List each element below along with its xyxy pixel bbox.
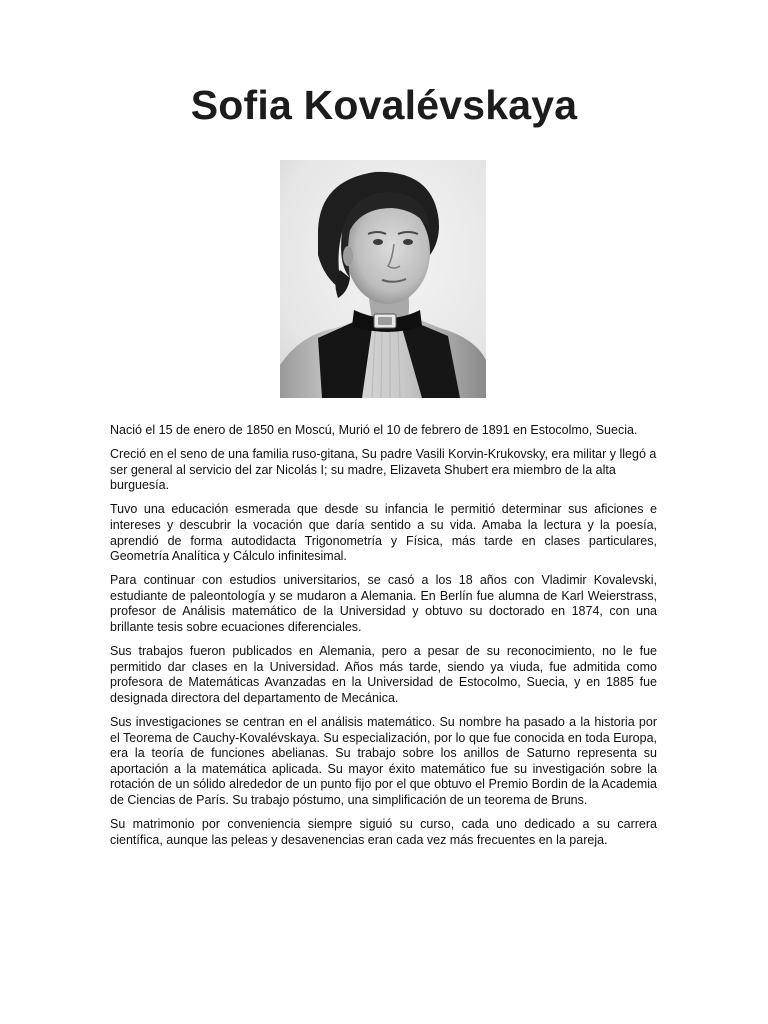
- paragraph-research: Sus investigaciones se centran en el análisis matemático. Su nombre ha pasado a la historia por el Teorema de Cauchy-Kovalévskaya. Su especialización, por lo que fue conocida en toda Europa, era la teoría de funciones abelianas. Su trabajo sobre los anillos de Saturno representa su aportación a la matemática aplicada. Su mayor éxito matemático fue su investigación sobre la rotación de un sólido alrededor de un punto fijo por el que obtuvo el Premio Bordin de la Academia de Ciencias de París. Su trabajo póstumo, una simplificación de un teorema de Bruns.: [110, 715, 657, 807]
- paragraph-marriage: Su matrimonio por conveniencia siempre siguió su curso, cada uno dedicado a su carrera científica, aunque las peleas y desavenencias eran cada vez más frecuentes en la pareja.: [110, 817, 657, 847]
- biography-text: [110, 423, 657, 857]
- paragraph-education: Tuvo una educación esmerada que desde su infancia le permitió determinar sus aficiones e intereses y descubrir la vocación que daría sentido a su vida. Amaba la lectura y la poesía, aprendió de forma autodidacta Trigonometría y Física, más tarde en clases particulares, Geometría Analítica y Cálculo infinitesimal.: [110, 502, 657, 564]
- paragraph-university: Para continuar con estudios universitarios, se casó a los 18 años con Vladimir Kovalevski, estudiante de paleontología y se mudaron a Alemania. En Berlín fue alumna de Karl Weierstrass, profesor de Análisis matemático de la Universidad y obtuvo su doctorado en 1874, con una brillante tesis sobre ecuaciones diferenciales.: [110, 573, 657, 635]
- paragraph-family: Creció en el seno de una familia ruso-gitana, Su padre Vasili Korvin-Krukovsky, era militar y llegó a ser general al servicio del zar Nicolás I; su madre, Elizaveta Shubert era miembro de la alta burguesía.: [110, 447, 657, 493]
- portrait-photo: [280, 160, 486, 398]
- paragraph-publications: Sus trabajos fueron publicados en Alemania, pero a pesar de su reconocimiento, no le fue permitido dar clases en la Universidad. Años más tarde, siendo ya viuda, fue admitida como profesora de Matemáticas Avanzadas en la Universidad de Estocolmo, Suecia, y en 1885 fue designada directora del departamento de Mecánica.: [110, 644, 657, 705]
- page-title: Sofia Kovalévskaya: [190, 82, 578, 128]
- paragraph-birth-death: Nació el 15 de enero de 1850 en Moscú, Murió el 10 de febrero de 1891 en Estocolmo, Suecia.: [110, 423, 638, 437]
